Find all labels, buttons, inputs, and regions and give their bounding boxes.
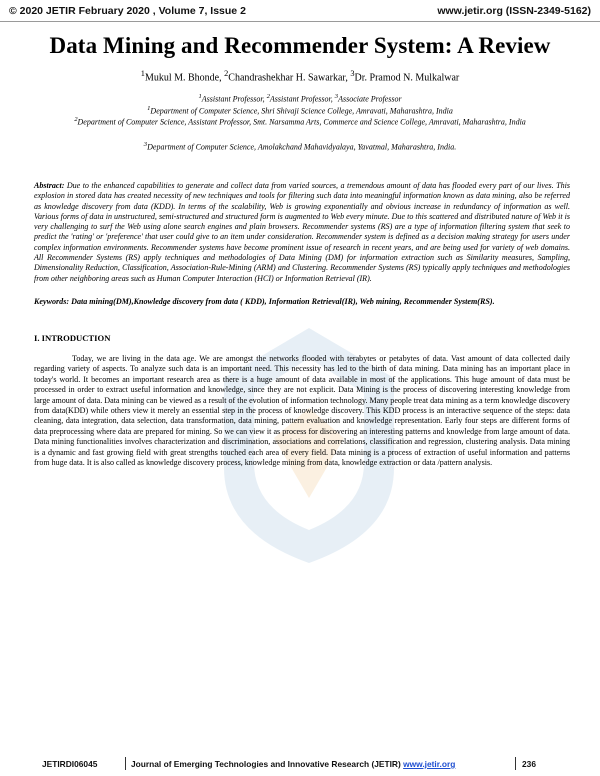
page-footer	[0, 757, 600, 771]
author-list	[0, 69, 600, 83]
footer-website-link[interactable]: www.jetir.org	[403, 759, 456, 769]
author-2-sup: 2	[224, 69, 229, 78]
paper-title: Data Mining and Recommender System: A Review	[49, 33, 551, 58]
position-3-sup: 3	[334, 93, 339, 100]
footer-divider-left	[125, 757, 126, 770]
affiliation-3	[30, 140, 570, 153]
author-1-name: Mukul M. Bhonde,	[144, 72, 225, 84]
footer-divider-right	[515, 757, 516, 770]
keywords: Keywords: Data mining(DM),Knowledge discovery from data ( KDD), Information Retrieval(IR), Web mining, Recommender System(RS).	[34, 297, 495, 306]
author-2-name: Chandrashekhar H. Sawarkar,	[228, 72, 351, 84]
footer-paper-id: JETIRDI06045	[42, 759, 98, 769]
position-1-sup: 1	[198, 93, 202, 100]
header-copyright: © 2020 JETIR February 2020 , Volume 7, Issue 2	[9, 5, 246, 17]
author-3-name: Dr. Pramod N. Mulkalwar	[354, 72, 460, 84]
page-header	[0, 0, 600, 22]
position-1: Assistant Professor,	[201, 94, 267, 104]
affiliation-2	[50, 115, 550, 128]
affiliation-3-sup: 3	[143, 141, 148, 148]
abstract	[34, 181, 570, 284]
introduction-paragraph: Today, we are living in the data age. We are amongst the networks flooded with terabytes or petabytes of data. Vast amount of data collected daily regarding variety of aspects. To analyze such data is an important need. This necessity has led to the birth of data mining. Data mining has an important place in today's world. It becomes an important research area as there is a huge amount of data available in most of the applications. This huge amount of data must be processed in order to extract useful information and knowledge, since they are not explicit. Data Mining is the process of discovering interesting knowledge from large amount of data. Data mining can be viewed as a result of the evolution of information technology. Many people treat data mining as a term knowledge discovery from data(KDD) while others view it merely an essential step in the process of knowledge discovery. This KDD process is an interactive sequence of the steps: data cleaning, data integration, data selection, data transformation, data mining, pattern evaluation and knowledge representation. Early four steps are different forms of data preprocessing where data are prepared for mining. So we can view it as process for discovering an interesting patterns and knowledge from large amount of data. Data mining functionalities involves characterization and discrimination, associations and correlations, classification and regression, clustering analysis. Data mining is a dynamic and fast growing field with great strengths touched each area of every field. Data mining is a process of extraction of useful information and patterns from huge data. It is also called as knowledge discovery process, knowledge mining from data, knowledge extraction or data /pattern analysis.	[34, 354, 570, 468]
affiliation-1-sup: 1	[147, 105, 151, 112]
position-2-sup: 2	[266, 93, 270, 100]
position-3: Associate Professor	[338, 94, 402, 104]
author-3-sup: 3	[350, 69, 355, 78]
affiliation-3-text: Department of Computer Science, Amolakchand Mahavidyalaya, Yavatmal, Maharashtra, India.	[147, 142, 457, 152]
author-1-sup: 1	[140, 69, 145, 78]
author-positions	[30, 92, 570, 105]
affiliation-2-text: Department of Computer Science, Assistant Professor, Smt. Narsamma Arts, Commerce and Science College, Amravati, Maharashtra, India	[77, 117, 526, 127]
footer-journal-name: Journal of Emerging Technologies and Innovative Research (JETIR)	[131, 759, 404, 769]
affiliation-2-sup: 2	[74, 116, 78, 123]
section-heading-introduction: I. INTRODUCTION	[34, 333, 111, 343]
abstract-text: Due to the enhanced capabilities to generate and collect data from varied sources, a tremendous amount of data has flooded every part of our lives. This explosion in stored data has created necessity of new techniques and tools for filtering such data into meaningful information known as data mining, also be referred as knowledge discovery from data (KDD). In terms of the scalability, Web is growing exponentially and obvious increase in redundancy of information as well. Various forms of data in unstructured, semi-structured and structured form is augmented to Web every minute. Due to this scattered and distributed nature of Web it is very challenging to surf the Web using alone search engines and plain browsers. Recommender systems (RS) are a type of information filtering system that seek to predict the 'rating' or 'preference' that user could give to an item under consideration. Recommender system is defined as a decision making strategy for users under complex information environments. Recommender systems have become prominent issue of research in recent years, and are being used for variety of web domains. All Recommender Systems (RS) apply techniques and methodologies of Data Mining (DM) for information extraction such as Similarity measures, Sampling, Dimensionality Reduction, Classification, Association-Rule-Mining (ARM) and Clustering. Recommender Systems (RS) typically apply techniques and methodologies from other neighboring areas such as Human Computer Interaction (HCI) or Information Retrieval (IR).	[34, 181, 570, 283]
abstract-label: Abstract:	[34, 181, 65, 190]
position-2: Assistant Professor,	[269, 94, 335, 104]
footer-page-number: 236	[522, 759, 536, 769]
footer-journal	[131, 759, 455, 769]
header-website-issn: www.jetir.org (ISSN-2349-5162)	[437, 5, 591, 17]
affiliation-1-text: Department of Computer Science, Shri Shivaji Science College, Amravati, Maharashtra, India	[150, 106, 453, 116]
